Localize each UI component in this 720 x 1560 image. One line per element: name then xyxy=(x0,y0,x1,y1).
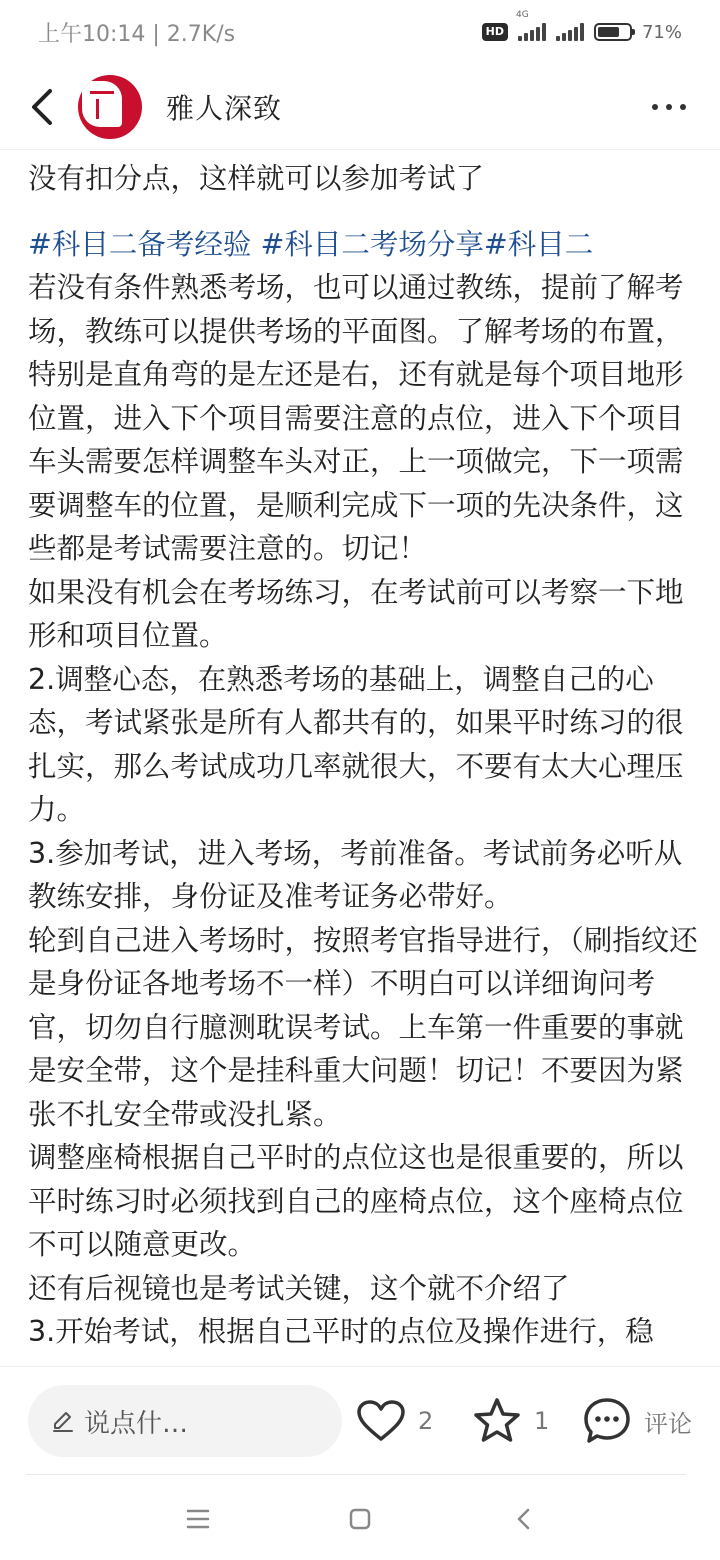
recent-apps-button[interactable] xyxy=(180,1501,216,1537)
more-options-button[interactable] xyxy=(652,87,686,127)
article-paragraph: 2.调整心态，在熟悉考场的基础上，调整自己的心态，考试紧张是所有人都共有的，如果平时练习的很扎实，那么考试成功几率就很大，不要有太大心理压力。 xyxy=(28,662,684,826)
avatar[interactable] xyxy=(78,75,142,139)
chevron-left-icon xyxy=(515,1507,533,1531)
system-back-button[interactable] xyxy=(506,1501,542,1537)
battery-percent: 71% xyxy=(641,21,682,43)
menu-icon xyxy=(186,1508,210,1530)
article-line: 没有扣分点，这样就可以参加考试了 xyxy=(28,162,485,195)
hashtag-links[interactable]: #科目二备考经验 #科目二考场分享#科目二 xyxy=(28,227,594,261)
favorite-button[interactable] xyxy=(472,1393,549,1449)
avatar-logo-mark xyxy=(82,81,122,127)
battery-icon xyxy=(594,23,632,41)
comment-button[interactable] xyxy=(582,1393,692,1449)
article-paragraph: 3.参加考试，进入考场，考前准备。考试前务必听从教练安排，身份证及准考证务必带好。 xyxy=(28,836,683,913)
signal-strength-icon xyxy=(556,23,584,41)
status-bar xyxy=(0,0,720,64)
mobile-signal-icon xyxy=(515,10,546,41)
more-dot xyxy=(666,104,672,110)
back-button[interactable] xyxy=(22,87,62,127)
comment-label: 评论 xyxy=(644,1409,692,1438)
article-paragraph: 3.开始考试，根据自己平时的点位及操作进行，稳 xyxy=(28,1315,654,1348)
article-paragraph: 轮到自己进入考场时，按照考官指导进行，（刷指纹还是身份证各地考场不一样）不明白可以详细询问考官，切勿自行臆测耽误考试。上车第一件重要的事就是安全带，这个是挂科重大问题！切记！不要因为紧张不扎安全带或没扎紧。 xyxy=(28,923,698,1131)
article-paragraph: 如果没有机会在考场练习，在考试前可以考察一下地形和项目位置。 xyxy=(28,575,684,652)
comment-placeholder: 说点什… xyxy=(84,1408,189,1439)
comment-bubble-icon xyxy=(582,1396,632,1446)
pencil-icon xyxy=(50,1408,76,1434)
like-count: 2 xyxy=(418,1407,434,1435)
battery-level-fill xyxy=(598,27,619,37)
more-dot xyxy=(680,104,686,110)
star-icon xyxy=(472,1397,522,1445)
system-nav-bar xyxy=(0,1475,720,1560)
status-time-speed: 上午10:14 | 2.7K/s xyxy=(38,21,236,47)
app-header xyxy=(0,64,720,150)
home-button[interactable] xyxy=(342,1501,378,1537)
article-paragraph: 若没有条件熟悉考场，也可以通过教练，提前了解考场，教练可以提供考场的平面图。了解考场的布置，特别是直角弯的是左还是右，还有就是每个项目地形位置，进入下个项目需要注意的点位，进入下个项目车头需要怎样调整车头对正，上一项做完，下一项需要调整车的位置，是顺利完成下一项的先决条件，这些都是考试需要注意的。切记！ xyxy=(28,271,684,565)
bottom-action-bar xyxy=(0,1366,720,1475)
comment-input[interactable] xyxy=(28,1385,342,1457)
square-icon xyxy=(348,1507,372,1531)
network-type: 4G xyxy=(515,10,529,20)
chevron-left-icon xyxy=(28,87,56,127)
favorite-count: 1 xyxy=(534,1407,550,1435)
article-paragraph: 调整座椅根据自己平时的点位这也是很重要的，所以平时练习时必须找到自己的座椅点位，这个座椅点位不可以随意更改。 xyxy=(28,1141,684,1261)
hd-icon: HD xyxy=(482,23,508,41)
more-dot xyxy=(652,104,658,110)
author-name[interactable]: 雅人深致 xyxy=(166,91,283,125)
heart-icon xyxy=(356,1399,406,1443)
like-button[interactable] xyxy=(356,1393,433,1449)
article-paragraph: 还有后视镜也是考试关键，这个就不介绍了 xyxy=(28,1271,570,1305)
article-body xyxy=(28,152,698,1366)
status-icons xyxy=(482,10,682,43)
